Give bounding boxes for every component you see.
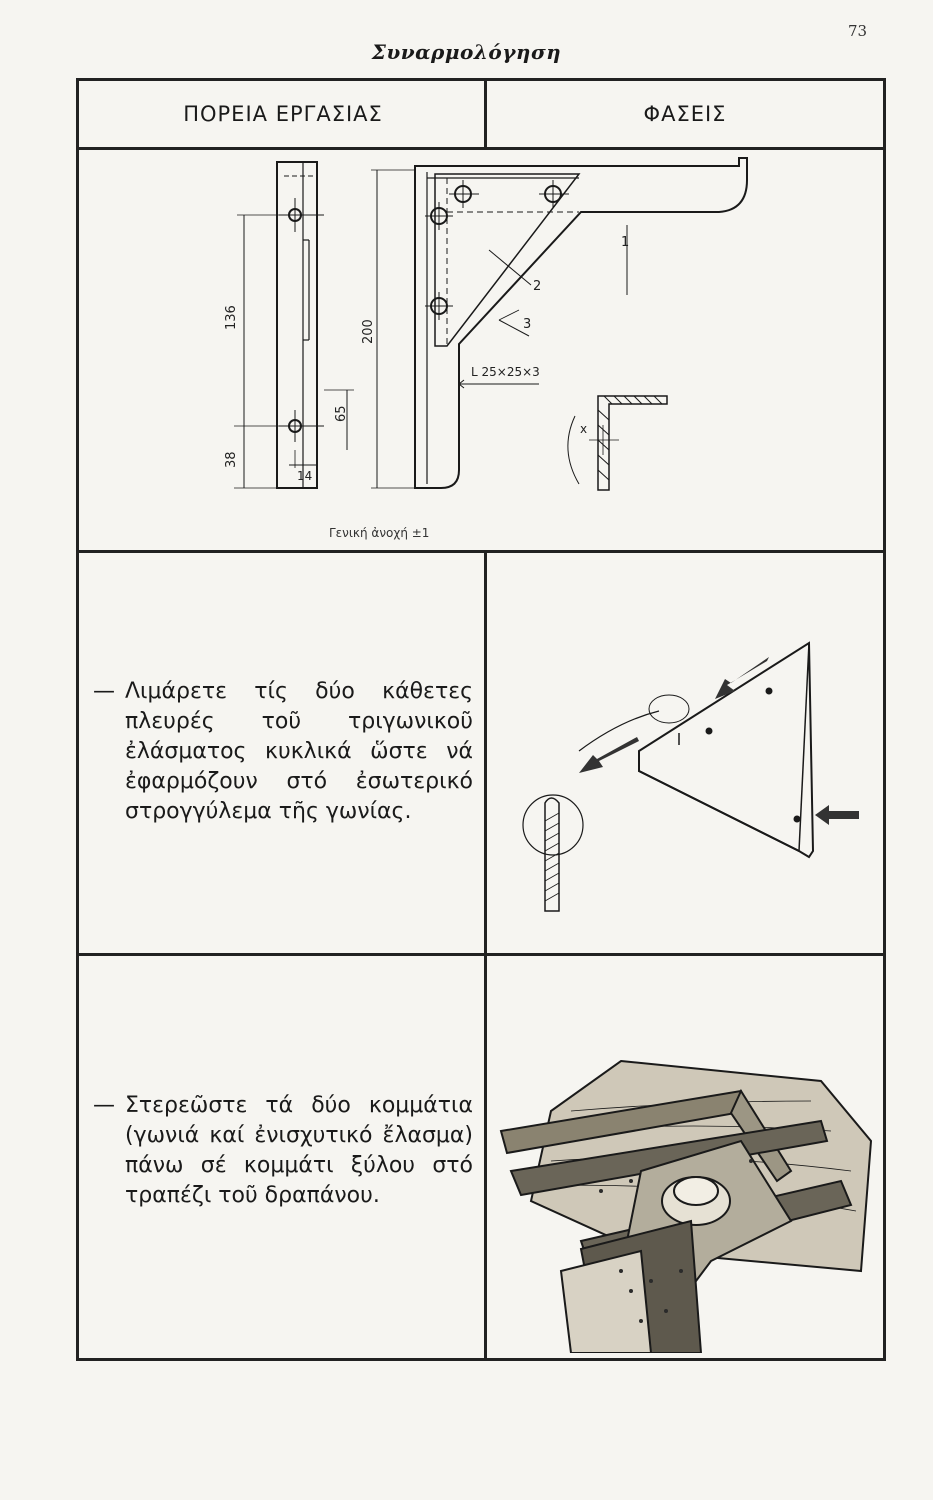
header-phases: ΦΑΣΕΙΣ xyxy=(643,102,727,126)
dim-14: 14 xyxy=(297,469,313,483)
arrow-icon xyxy=(579,737,639,773)
worksheet-table xyxy=(76,78,886,1361)
page-title: Συναρμολόγηση xyxy=(371,40,562,64)
angle-x-label: x xyxy=(580,422,588,436)
part-label-3: 3 xyxy=(523,317,532,332)
part-label-1: 1 xyxy=(621,235,630,250)
page-number: 73 xyxy=(848,22,868,40)
general-tolerance: Γενική ἀνοχή ±1 xyxy=(329,526,430,540)
triangular-plate xyxy=(639,643,813,857)
row-rule xyxy=(79,953,883,956)
detail-callout xyxy=(649,695,689,723)
clamping-on-drill-table-illustration xyxy=(491,1021,883,1353)
step-2-instruction xyxy=(93,1091,473,1211)
profile-label: L 25×25×3 xyxy=(471,365,540,379)
dim-38: 38 xyxy=(224,451,239,468)
step-2-text: Στερεῶστε τά δύο κομμάτια (γωνιά καί ἐνισχυτικό ἔλασμα) πάνω σέ κομμάτι ξύλου στό τραπέζι τοῦ δραπάνου. xyxy=(125,1093,473,1208)
bracket-technical-drawing xyxy=(79,150,883,550)
dim-65: 65 xyxy=(334,405,349,422)
side-view-strip xyxy=(277,162,317,488)
step-1-dash: — xyxy=(93,679,115,704)
header-divider xyxy=(484,81,487,147)
arrow-icon xyxy=(815,805,859,825)
angle-profile-section xyxy=(598,396,667,490)
dim-136: 136 xyxy=(224,305,239,330)
step-1-text: Λιμάρετε τίς δύο κάθετες πλευρές τοῦ τριγωνικοῦ ἐλάσματος κυκλικά ὥστε νά ἐφαρμόζουν στό ἐσωτερικό στρογγύλεμα τῆς γωνίας. xyxy=(125,679,473,824)
step-1-instruction xyxy=(93,677,473,827)
arrow-icon xyxy=(715,657,769,699)
drawing-rule xyxy=(79,550,883,553)
filing-triangle-illustration xyxy=(499,621,859,921)
dim-200: 200 xyxy=(361,319,376,344)
part-label-2: 2 xyxy=(533,279,542,294)
header-procedure: ΠΟΡΕΙΑ ΕΡΓΑΣΙΑΣ xyxy=(183,102,383,126)
step-2-dash: — xyxy=(93,1093,115,1118)
